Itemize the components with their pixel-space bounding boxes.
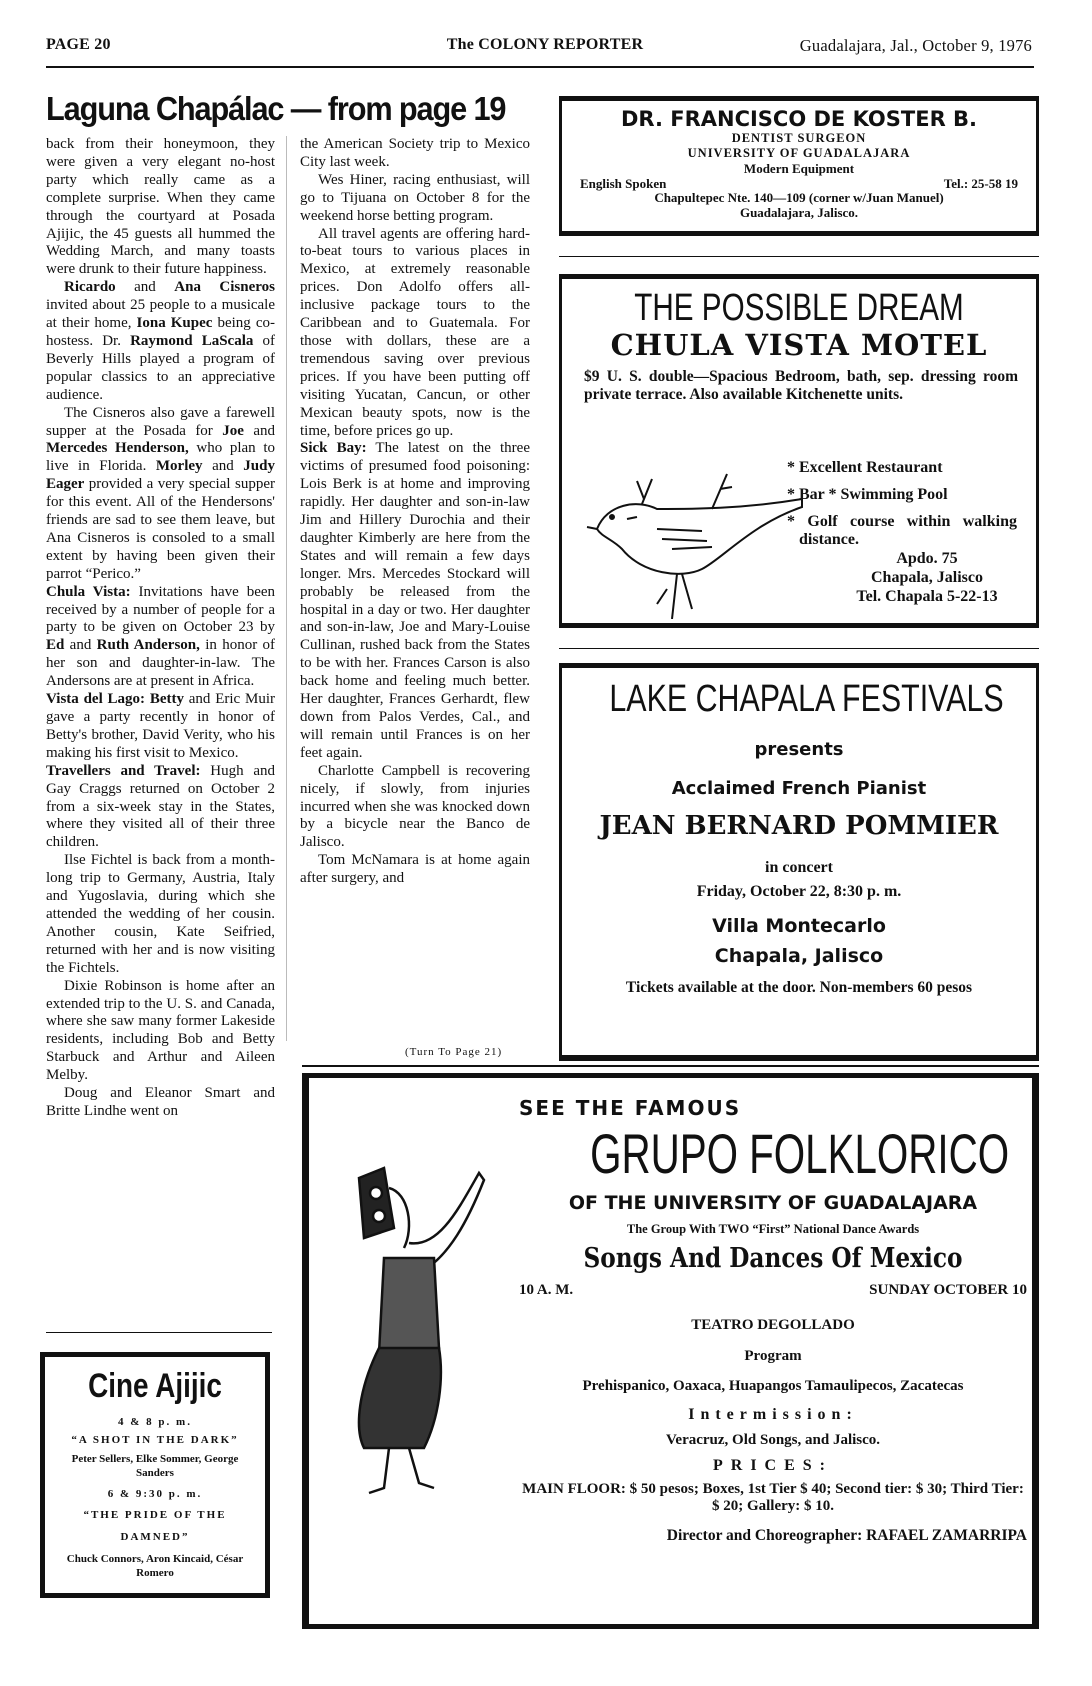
article-paragraph [46,763,275,853]
bold-name: Iona Kupec [136,315,213,332]
folklorico-songs: Songs And Dances Of Mexico [583,1243,963,1274]
bold-name: Ana Cisneros [174,279,275,296]
paragraph-text: invited about 25 people to a musicale at their home, [46,297,275,332]
festival-ad [559,663,1039,1061]
bird-illustration [582,469,812,619]
paragraph-text: and Eric Muir gave a party recently in honor of Betty's brother, David Verity, who his making his first visit to Mexico. [46,691,276,761]
paragraph-text: in honor of her son and daughter-in-law. The Andersons are at present in Africa. [46,637,275,690]
paragraph-text: Charlotte Campbell is recovering nicely, if slowly, from injuries incurred when she was knocked down by a bicycle near the Banco de Jalisco. [300,762,530,851]
paragraph-text: Invitations have been received by a number of people for a party to be given on October 23 by [46,583,276,636]
article-paragraph [46,691,275,763]
motel-apdo: Apdo. 75 [896,550,958,567]
cine-ad [40,1352,270,1598]
bold-name: Raymond LaScala [130,332,254,349]
article-paragraph [46,1085,275,1121]
paragraph-text: being co-hostess. Dr. [46,315,276,349]
dentist-english: English Spoken [580,176,667,191]
bold-name: Morley [155,458,203,475]
column-divider [286,136,287,1041]
bold-name: Vista del Lago: [46,691,146,708]
bold-name: Mercedes Henderson, [46,440,189,457]
festival-subtitle: Acclaimed French Pianist [671,778,927,799]
paragraph-text: the American Society trip to Mexico City last week. [300,136,530,170]
paragraph-text: Dixie Robinson is home after an extended trip to the U. S. and Canada, where she saw many former Lakeside residents, including Bob and Betty Starbuck and Arthur and Aileen Melby. [46,977,275,1084]
folklorico-see: SEE THE FAMOUS [519,1096,742,1120]
paragraph-text: of Beverly Hills played a program of popular classics to an appreciative audience. [46,332,276,403]
bold-name: Betty [149,691,184,708]
dentist-title: DENTIST SURGEON [731,131,867,145]
motel-feature: * Bar * Swimming Pool [787,486,948,503]
motel-description: $9 U. S. double—Spacious Bedroom, bath, sep. dressing room private terrace. Also available Kitchenette units. [584,368,1018,403]
ad-separator [302,1065,1039,1067]
page-number: PAGE 20 [46,36,111,53]
dentist-name: DR. FRANCISCO DE KOSTER B. [620,107,978,131]
motel-feature: * Golf course within walking distance. [787,513,1017,548]
dentist-address: Chapultepec Nte. 140—109 (corner w/Juan Manuel) [654,190,944,205]
cine-film-2: “THE PRIDE OF THE DAMNED” [83,1509,227,1543]
bold-name: Ruth Anderson, [96,637,200,654]
paragraph-text: and [243,422,275,439]
paragraph-text: back from their honeymoon, they were given a very elegant no-host party which really came as a complete surprise. When they came through the courtyard at Posada Ajijic, the 45 guests all hummed the Wedding March, and many toasts were drunk to their future happiness. [46,136,275,278]
ad-separator [559,256,1039,257]
folklorico-program-label: Program [744,1348,802,1364]
dateline: Guadalajara, Jal., October 9, 1976 [799,36,1032,55]
bold-name: Judy Eager [46,458,275,493]
folklorico-program: Prehispanico, Oaxaca, Huapangos Tamaulipecos, Zacatecas [582,1378,964,1394]
festival-in-concert: in concert [765,859,833,876]
paragraph-text: The Cisneros also gave a farewell supper at the Posada for [46,404,275,439]
cine-cast-2: Chuck Connors, Aron Kincaid, César Romero [66,1553,244,1579]
paragraph-text: The latest on the three victims of presumed food poisoning: Lois Berk is at home and improving rapidly. Her daughter and son-in-law Jim and Hillery Durochia and their daughter Kimberly are here from the States and will remain a few days longer. Mrs. Mercedes Stockard will probably be released from the hospital in a day or two. Her daughter and son-in-law, Joe and Mary-Louise Cullinan, rushed back from the States to be with her. Frances Carson is also back home and feeling much better. Her daughter, Frances Gerhardt, flew down from Palos Verdes, Cal., and will remain until Frances is on her feet again. [300,440,530,761]
continued-notice: (Turn To Page 21) [405,1046,503,1058]
masthead-rule [46,66,1034,68]
bold-name: Travellers and Travel: [46,762,201,779]
dentist-equipment: Modern Equipment [743,161,855,176]
motel-tel: Tel. Chapala 5-22-13 [856,588,998,605]
folklorico-director: Director and Choreographer: RAFAEL ZAMARRIPA [666,1527,1027,1544]
article-paragraph [300,852,530,888]
article-paragraph [46,136,275,279]
bold-name: Chula Vista: [46,583,131,600]
folklorico-prices: MAIN FLOOR: $ 50 pesos; Boxes, 1st Tier $ 40; Second tier: $ 30; Third Tier: $ 20; Gallery: $ 10. [522,1481,1024,1514]
folklorico-intermission-label: Intermission: [688,1406,858,1423]
paragraph-text: All travel agents are offering hard-to-beat tours to various places in Mexico, at extremely reasonable prices. Don Adolfo offers all-inclusive package tours to the Caribbean and to Guatemala. For those with dollars, these are a tremendous saving over previous prices. If you have been putting off visiting Yucatan, Cancun, or other Mexican beauty spots, now is the time, before prices go up. [300,225,530,439]
folklorico-venue: TEATRO DEGOLLADO [691,1317,855,1333]
festival-tickets: Tickets available at the door. Non-members 60 pesos [625,979,973,996]
article-headline: Laguna Chapálac — from page 19 [46,90,506,127]
paragraph-text: Wes Hiner, racing enthusiast, will go to Tijuana on October 8 for the weekend horse betting program. [300,171,530,224]
ad-separator [559,648,1039,649]
folklorico-intermission: Veracruz, Old Songs, and Jalisco. [665,1432,881,1448]
folklorico-title: GRUPO FOLKLORICO [590,1122,1010,1185]
paragraph-text: provided a very special supper for this event. All of the Hendersons' friends are sad to see them leave, but Ana Cisneros is consoled to a small extent by having been given their parrot “Perico.” [46,476,275,582]
motel-city: Chapala, Jalisco [870,569,983,586]
festival-artist: JEAN BERNARD POMMIER [599,811,999,841]
newspaper-name: The COLONY REPORTER [446,36,644,53]
festival-title: LAKE CHAPALA FESTIVALS [609,678,1004,720]
article-paragraph [300,226,530,441]
article-column-2 [300,136,530,888]
motel-name: CHULA VISTA MOTEL [610,328,988,362]
column-end-rule [46,1332,272,1333]
dentist-ad [559,96,1039,236]
dentist-tel: Tel.: 25-58 19 [943,176,1018,191]
cine-time-1: 4 & 8 p. m. [118,1416,192,1428]
motel-title: THE POSSIBLE DREAM [634,287,964,329]
motel-ad [559,274,1039,628]
cine-title: Cine Ajijic [88,1367,222,1405]
article-paragraph [46,978,275,1085]
motel-feature: * Excellent Restaurant [787,459,943,476]
folklorico-ad [302,1073,1039,1629]
festival-venue: Villa Montecarlo [712,915,886,937]
article-paragraph [46,584,275,691]
paragraph-text: and [64,637,97,654]
article-paragraph [46,279,275,404]
article-paragraph [300,136,530,172]
bold-name: Ricardo [64,279,116,296]
article-paragraph [300,440,530,762]
cine-cast-1: Peter Sellers, Elke Sommer, George Sanders [71,1453,239,1479]
dancer-illustration [339,1148,489,1508]
paragraph-text: Hugh and Gay Craggs returned on October 2 from a six-week stay in the States, where they visited all of their three children. [46,762,275,851]
folklorico-awards: The Group With TWO “First” National Dance Awards [626,1222,920,1236]
festival-date: Friday, October 22, 8:30 p. m. [696,883,902,900]
article-paragraph [300,172,530,226]
article-paragraph [46,405,275,584]
paragraph-text: Tom McNamara is at home again after surgery, and [300,852,530,887]
paragraph-text: Ilse Fichtel is back from a month-long trip to Germany, Austria, Italy and Yugoslavia, during which she attended the wedding of her cousin. Another cousin, Kate Seifried, returned with her and is now visiting the Fichtels. [46,852,275,976]
article-paragraph [300,763,530,853]
folklorico-university: OF THE UNIVERSITY OF GUADALAJARA [568,1192,978,1214]
article-paragraph [46,852,275,977]
folklorico-prices-label: PRICES: [712,1457,833,1474]
paragraph-text: and [202,458,244,475]
folklorico-date: SUNDAY OCTOBER 10 [869,1282,1027,1298]
bold-name: Joe [222,422,244,439]
paragraph-text: who plan to live in Florida. [46,440,275,475]
cine-time-2: 6 & 9:30 p. m. [107,1488,203,1500]
dentist-city: Guadalajara, Jalisco. [739,205,859,220]
article-column-1 [46,136,275,1121]
paragraph-text: Doug and Eleanor Smart and Britte Lindhe went on [46,1085,275,1119]
bold-name: Ed [46,637,65,654]
festival-city: Chapala, Jalisco [714,945,884,967]
bold-name: Sick Bay: [300,440,367,457]
dentist-university: UNIVERSITY OF GUADALAJARA [687,146,911,160]
cine-film-1: “A SHOT IN THE DARK” [71,1434,239,1446]
paragraph-text: and [115,279,175,296]
festival-presents: presents [754,739,844,760]
folklorico-time: 10 A. M. [519,1282,574,1298]
